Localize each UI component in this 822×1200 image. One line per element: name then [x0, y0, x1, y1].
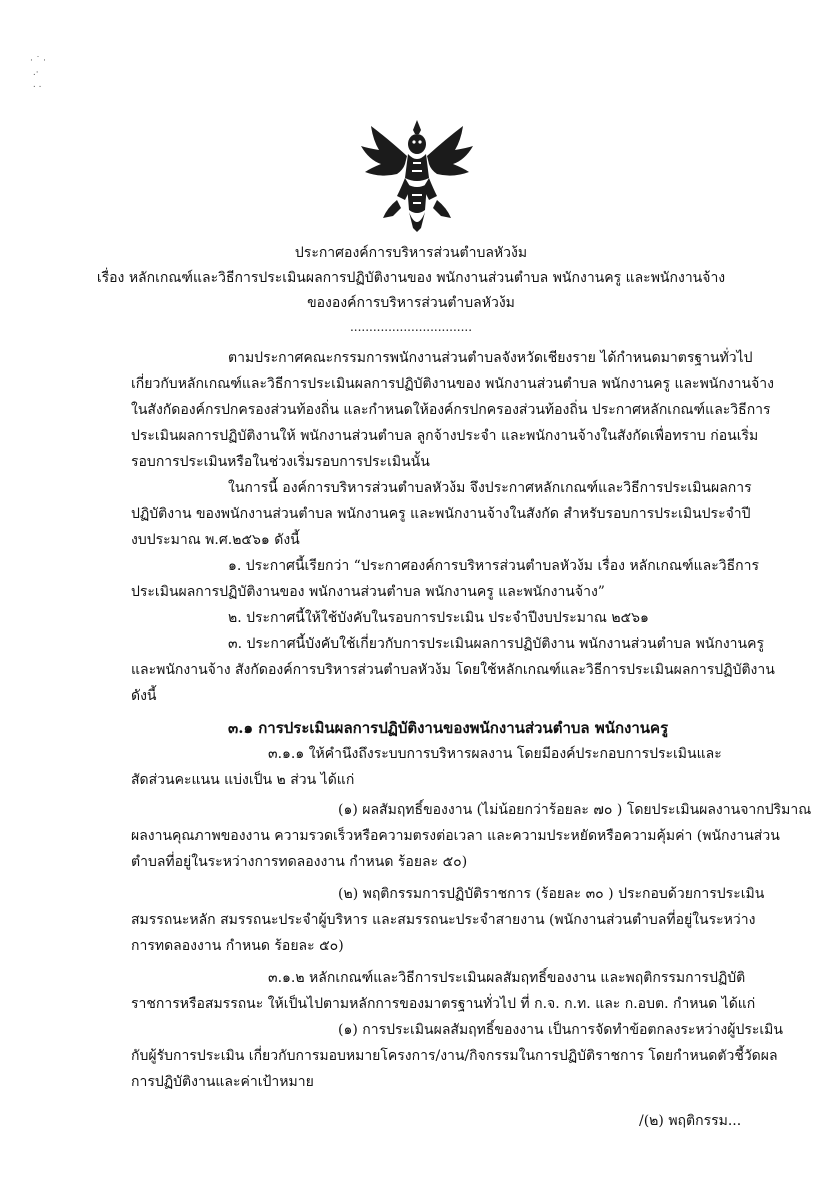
body-line: งบประมาณ พ.ศ.๒๕๖๑ ดังนี้ [131, 532, 300, 548]
body-line: การปฏิบัติงานและค่าเป้าหมาย [131, 1074, 314, 1090]
body-line: สมรรถนะหลัก สมรรถนะประจำผู้บริหาร และสมรรถนะประจำสายงาน (พนักงานส่วนตำบลที่อยู่ในระหว่าง [131, 912, 756, 928]
body-line: สัดส่วนคะแนน แบ่งเป็น ๒ ส่วน ได้แก่ [131, 772, 355, 788]
body-line: เกี่ยวกับหลักเกณฑ์และวิธีการประเมินผลการปฏิบัติงานของ พนักงานส่วนตำบล พนักงานครู และพนักงานจ้าง [131, 376, 775, 392]
title-divider: ................................ [349, 320, 473, 334]
item-1: (๑) ผลสัมฤทธิ์ของงาน (ไม่น้อยกว่าร้อยละ ๗๐ ) โดยประเมินผลงานจากปริมาณ [338, 802, 812, 818]
body-line: ประเมินผลการปฏิบัติงานให้ พนักงานส่วนตำบล ลูกจ้างประจำ และพนักงานจ้างในสังกัดเพื่อทราบ ก่อนเริ่ม [131, 428, 759, 444]
garuda-emblem-icon [357, 118, 477, 234]
subject-line-2: ขององค์การบริหารส่วนตำบลหัวง้ม [307, 295, 515, 311]
sub-clause-3-1-2: ๓.๑.๒ หลักเกณฑ์และวิธีการประเมินผลสัมฤทธิ์ของงาน และพฤติกรรมการปฏิบัติ [268, 970, 746, 986]
announcement-title: ประกาศองค์การบริหารส่วนตำบลหัวง้ม [294, 245, 528, 261]
body-line: ในการนี้ องค์การบริหารส่วนตำบลหัวง้ม จึงประกาศหลักเกณฑ์และวิธีการประเมินผลการ [228, 480, 752, 496]
body-line: ตามประกาศคณะกรรมการพนักงานส่วนตำบลจังหวัดเชียงราย ได้กำหนดมาตรฐานทั่วไป [228, 350, 753, 366]
body-line: รอบการประเมินหรือในช่วงเริ่มรอบการประเมินนั้น [131, 454, 430, 470]
body-line: การทดลองงาน กำหนด ร้อยละ ๕๐) [131, 938, 344, 954]
body-line: และพนักงานจ้าง สังกัดองค์การบริหารส่วนตำบลหัวง้ม โดยใช้หลักเกณฑ์และวิธีการประเมินผลการปฏิบัติงาน [131, 662, 775, 678]
body-line: ปฏิบัติงาน ของพนักงานส่วนตำบล พนักงานครู และพนักงานจ้างในสังกัด สำหรับรอบการประเมินประจำปี [131, 506, 751, 522]
body-line: ตำบลที่อยู่ในระหว่างการทดลองงาน กำหนด ร้อยละ ๕๐) [131, 854, 468, 870]
clause-2: ๒. ประกาศนี้ให้ใช้บังคับในรอบการประเมิน ประจำปีงบประมาณ ๒๕๖๑ [228, 610, 649, 626]
body-line: ในสังกัดองค์กรปกครองส่วนท้องถิ่น และกำหนดให้องค์กรปกครองส่วนท้องถิ่น ประกาศหลักเกณฑ์และวิธีการ [131, 402, 771, 418]
body-line: ผลงานคุณภาพของงาน ความรวดเร็วหรือความตรงต่อเวลา และความประหยัดหรือความคุ้มค่า (พนักงานส่วน [131, 828, 780, 844]
scan-specks: · ˙ · .· . . [30, 56, 46, 90]
body-line: ราชการหรือสมรรถนะ ให้เป็นไปตามหลักการของมาตรฐานทั่วไป ที่ ก.จ. ก.ท. และ ก.อบต. กำหนด ได้แก่ [131, 996, 756, 1012]
body-line: ดังนี้ [131, 688, 157, 704]
item-1-evaluation: (๑) การประเมินผลสัมฤทธิ์ของงาน เป็นการจัดทำข้อตกลงระหว่างผู้ประเมิน [338, 1022, 783, 1038]
section-3-1-heading: ๓.๑ การประเมินผลการปฏิบัติงานของพนักงานส่วนตำบล พนักงานครู [228, 719, 669, 737]
body-line: กับผู้รับการประเมิน เกี่ยวกับการมอบหมายโครงการ/งาน/กิจกรรมในการปฏิบัติราชการ โดยกำหนดตัวชี้วัดผล [131, 1048, 778, 1064]
body-line: ประเมินผลการปฏิบัติงานของ พนักงานส่วนตำบล พนักงานครู และพนักงานจ้าง” [131, 584, 605, 600]
clause-3: ๓. ประกาศนี้บังคับใช้เกี่ยวกับการประเมินผลการปฏิบัติงาน พนักงานส่วนตำบล พนักงานครู [228, 636, 764, 652]
page-continuation: /(๒) พฤติกรรม... [639, 1113, 742, 1129]
clause-1: ๑. ประกาศนี้เรียกว่า “ประกาศองค์การบริหารส่วนตำบลหัวง้ม เรื่อง หลักเกณฑ์และวิธีการ [228, 558, 759, 574]
subject-line-1: เรื่อง หลักเกณฑ์และวิธีการประเมินผลการปฏิบัติงานของ พนักงานส่วนตำบล พนักงานครู และพนักงานจ้าง [96, 270, 726, 286]
sub-clause-3-1-1: ๓.๑.๑ ให้คำนึงถึงระบบการบริหารผลงาน โดยมีองค์ประกอบการประเมินและ [268, 746, 722, 762]
item-2: (๒) พฤติกรรมการปฏิบัติราชการ (ร้อยละ ๓๐ ) ประกอบด้วยการประเมิน [338, 886, 765, 902]
